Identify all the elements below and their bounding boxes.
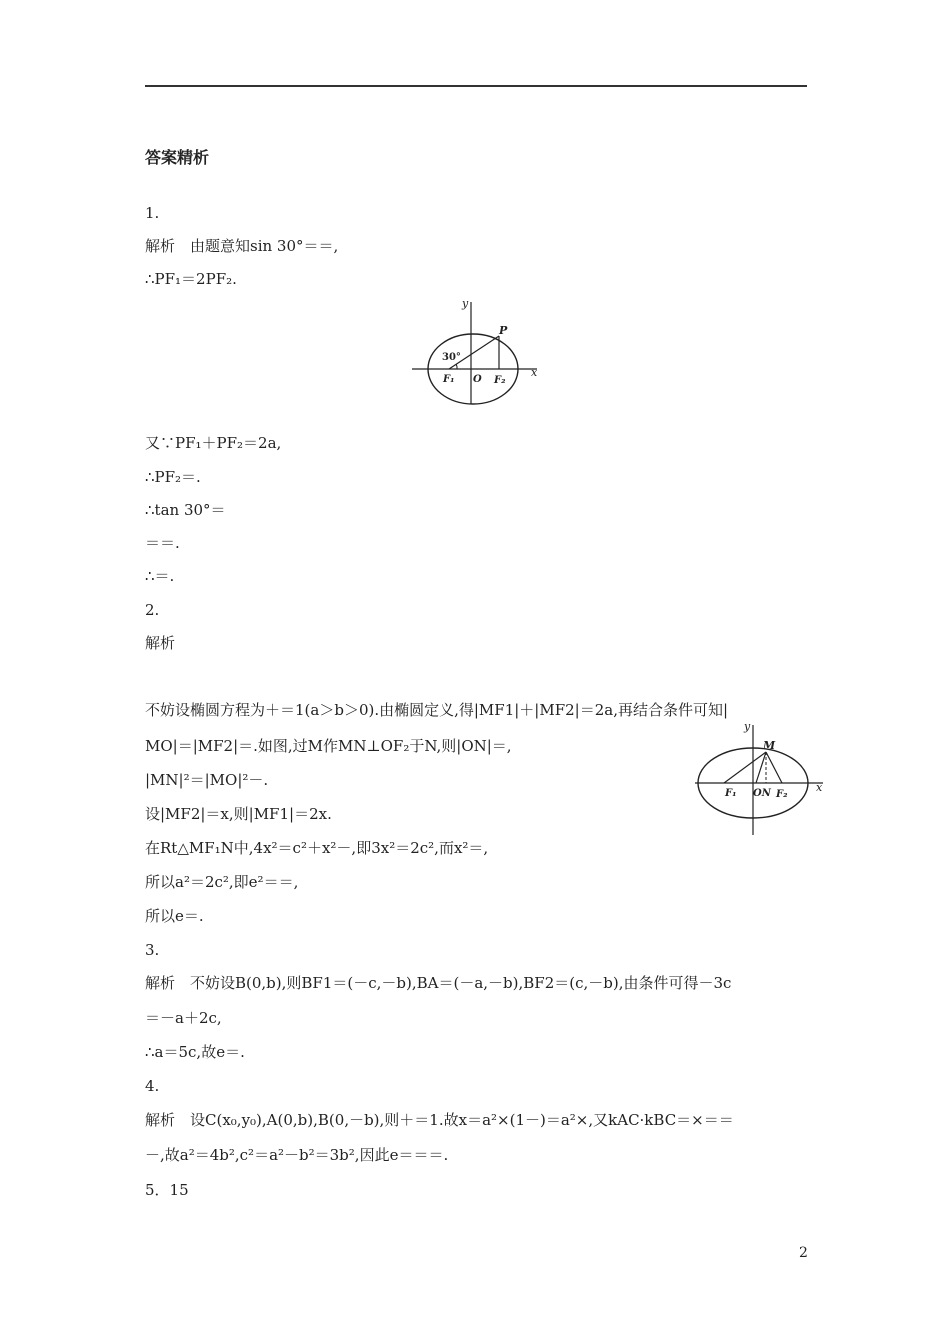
answer-line-13: |MN|²＝|MO|²－. (145, 771, 269, 789)
answer-line-22: 4. (145, 1077, 160, 1095)
answer-line-20: ＝－a＋2c, (145, 1009, 222, 1027)
answer-line-6: ∴tan 30°＝ (145, 501, 226, 519)
answer-line-21: ∴a＝5c,故e＝. (145, 1043, 245, 1061)
answer-line-10: 解析 (145, 634, 176, 652)
origin-label: O (473, 374, 482, 385)
point-p-label: P (499, 324, 508, 337)
answer-line-3: ∴PF₁＝2PF₂. (145, 270, 237, 288)
answer-line-23: 解析 设C(x₀,y₀),A(0,b),B(0,－b),则＋＝1.故x＝a²×(1－)＝a²×,又kAC·kBC＝×＝＝ (145, 1111, 734, 1129)
answer-line-7: ＝＝. (145, 534, 180, 552)
points-on-label: ON (753, 788, 771, 799)
answer-line-11: 不妨设椭圆方程为＋＝1(a＞b＞0).由椭圆定义,得|MF1|＋|MF2|＝2a,再结合条件可知| (145, 701, 729, 719)
answer-line-14: 设|MF2|＝x,则|MF1|＝2x. (145, 805, 332, 823)
answer-line-25: 5．15 (145, 1181, 189, 1199)
answer-line-4: 又∵PF₁＋PF₂＝2a, (145, 434, 282, 452)
angle-label: 30° (442, 352, 461, 363)
section-title: 答案精析 (145, 148, 210, 167)
answer-line-12: MO|＝|MF2|＝.如图,过M作MN⊥OF₂于N,则|ON|＝, (145, 737, 512, 755)
focus-f1-label: F₁ (443, 374, 455, 385)
answer-line-5: ∴PF₂＝. (145, 468, 201, 486)
x-axis-label: x (816, 781, 823, 794)
answer-line-18: 3. (145, 941, 160, 959)
answer-line-16: 所以a²＝2c²,即e²＝＝, (145, 873, 299, 891)
y-axis-label: y (744, 720, 751, 733)
answer-line-2: 解析 由题意知sin 30°＝＝, (145, 237, 339, 255)
focus-f2-label: F₂ (494, 375, 506, 386)
answer-line-24: －,故a²＝4b²,c²＝a²－b²＝3b²,因此e＝＝＝. (145, 1146, 449, 1164)
answer-line-17: 所以e＝. (145, 907, 204, 925)
y-axis-label: y (462, 297, 469, 310)
answer-line-8: ∴＝. (145, 567, 175, 585)
page-number: 2 (799, 1245, 808, 1261)
answer-line-15: 在Rt△MF₁N中,4x²＝c²＋x²－,即3x²＝2c²,而x²＝, (145, 839, 489, 857)
x-axis-label: x (531, 366, 538, 379)
segment-mf2 (766, 752, 782, 783)
angle-arc (456, 364, 457, 369)
segment-mf1 (724, 752, 766, 783)
answer-line-19: 解析 不妨设B(0,b),则BF1＝(－c,－b),BA＝(－a,－b),BF2＝(c,－b),由条件可得－3c (145, 974, 732, 992)
answer-line-9: 2. (145, 601, 160, 619)
answer-line-1: 1. (145, 204, 160, 222)
focus-f2-label: F₂ (776, 789, 788, 800)
point-m-label: M (763, 739, 776, 752)
segment-mo (756, 752, 766, 783)
focus-f1-label: F₁ (725, 788, 737, 799)
ellipse-figure-1 (407, 294, 547, 409)
ellipse-figure-2 (693, 717, 833, 837)
header-rule (145, 85, 807, 87)
